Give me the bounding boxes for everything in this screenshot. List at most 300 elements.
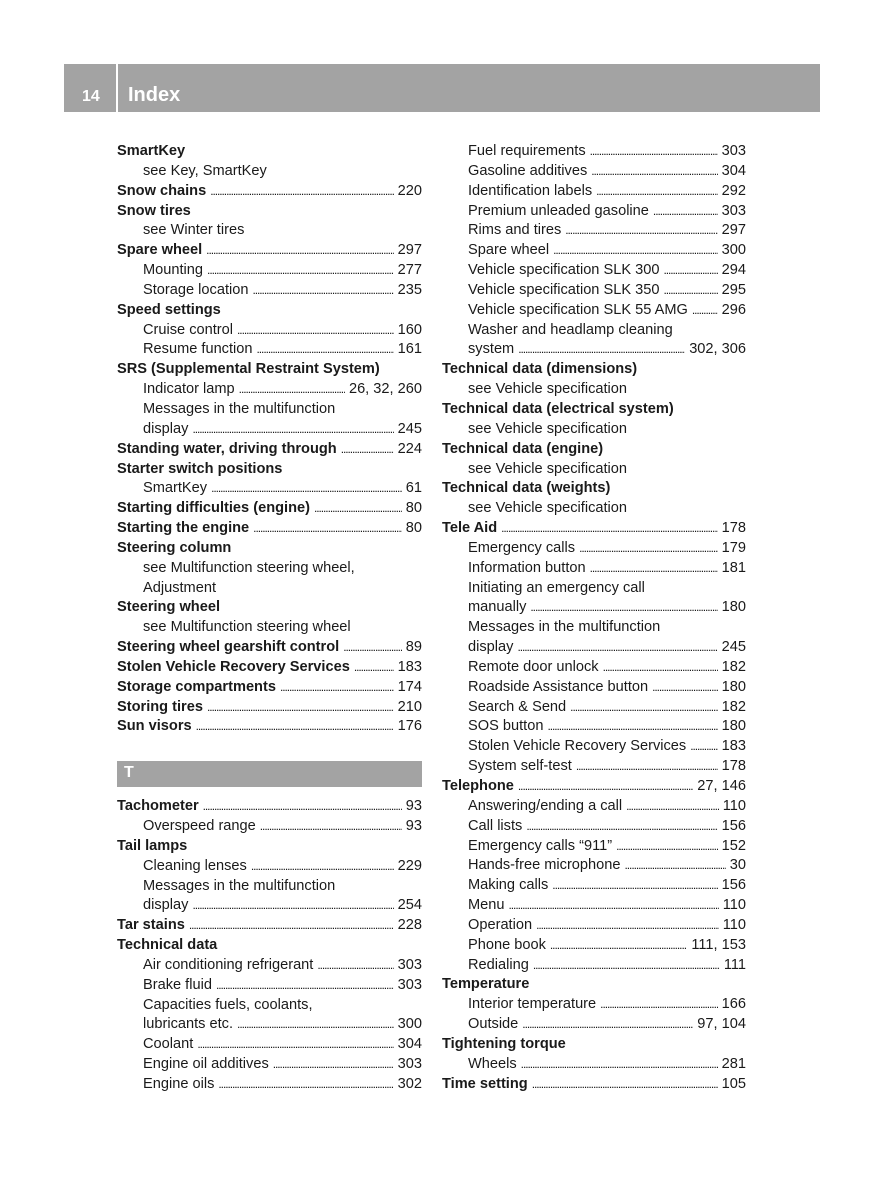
dot-leader bbox=[652, 678, 718, 698]
entry-text: Identification labels bbox=[468, 182, 593, 199]
dot-leader bbox=[216, 976, 394, 996]
index-list-right bbox=[442, 142, 746, 1095]
entry-text: Search & Send bbox=[468, 698, 567, 715]
index-subentry bbox=[442, 737, 746, 757]
dot-leader bbox=[196, 717, 394, 737]
page-reference: 304 bbox=[397, 1036, 422, 1053]
entry-text: Interior temperature bbox=[468, 996, 597, 1013]
page-reference: 27, 146 bbox=[697, 778, 746, 794]
entry-text: Technical data (dimensions) bbox=[442, 361, 638, 378]
entry-text: Stolen Vehicle Recovery Services bbox=[468, 738, 687, 755]
index-subentry bbox=[442, 797, 746, 817]
index-list-s bbox=[117, 142, 422, 737]
index-subentry bbox=[442, 202, 746, 222]
index-subentry bbox=[442, 162, 746, 182]
index-entry bbox=[117, 519, 422, 539]
index-entry bbox=[442, 1035, 746, 1055]
index-subentry bbox=[442, 678, 746, 698]
dot-leader bbox=[237, 321, 394, 341]
dot-leader bbox=[533, 956, 720, 976]
dot-leader bbox=[210, 182, 393, 202]
index-subentry bbox=[442, 856, 746, 876]
index-subentry bbox=[117, 877, 422, 897]
dot-leader bbox=[600, 995, 717, 1015]
entry-text: Air conditioning refrigerant bbox=[143, 956, 314, 973]
page-reference: 182 bbox=[721, 698, 746, 715]
dot-leader bbox=[526, 817, 717, 837]
page-reference: 110 bbox=[722, 916, 746, 933]
index-subentry bbox=[442, 241, 746, 261]
index-subentry bbox=[117, 380, 422, 400]
entry-text: Tar stains bbox=[117, 917, 185, 934]
entry-text: Vehicle specification SLK 55 AMG bbox=[468, 301, 688, 318]
entry-text: Technical data (electrical system) bbox=[442, 400, 674, 417]
index-subentry bbox=[442, 896, 746, 916]
dot-leader bbox=[203, 797, 402, 817]
index-subentry bbox=[117, 618, 422, 638]
entry-text: Operation bbox=[468, 916, 533, 933]
entry-text: Adjustment bbox=[143, 579, 217, 596]
entry-text: Coolant bbox=[143, 1036, 194, 1053]
entry-text: Messages in the multifunction bbox=[143, 400, 336, 417]
page-reference: 30 bbox=[729, 857, 746, 874]
dot-leader bbox=[616, 837, 718, 857]
entry-text: Call lists bbox=[468, 817, 523, 834]
index-subentry bbox=[442, 717, 746, 737]
page-reference: 303 bbox=[397, 976, 422, 993]
page-reference: 80 bbox=[405, 520, 422, 537]
entry-text: SOS button bbox=[468, 718, 544, 735]
dot-leader bbox=[579, 539, 718, 559]
entry-text: Initiating an emergency call bbox=[468, 579, 645, 596]
entry-text: Information button bbox=[468, 559, 586, 576]
entry-text: Overspeed range bbox=[143, 818, 256, 834]
index-subentry bbox=[442, 539, 746, 559]
index-subentry bbox=[117, 400, 422, 420]
entry-text: Messages in the multifunction bbox=[143, 877, 336, 894]
entry-text: system bbox=[468, 341, 515, 358]
page-reference: 304 bbox=[721, 162, 746, 179]
index-entry bbox=[442, 1075, 746, 1095]
page-reference: 89 bbox=[405, 639, 422, 656]
entry-text: Emergency calls “911” bbox=[468, 837, 613, 854]
entry-text: see Vehicle specification bbox=[468, 381, 628, 398]
entry-text: SmartKey bbox=[117, 143, 186, 159]
index-entry bbox=[117, 539, 422, 559]
dot-leader bbox=[218, 1075, 393, 1095]
entry-text: Washer and headlamp cleaning bbox=[468, 321, 673, 338]
page-reference: 61 bbox=[405, 480, 422, 497]
page-reference: 183 bbox=[721, 738, 746, 755]
page-reference: 303 bbox=[721, 202, 746, 219]
entry-text: display bbox=[143, 897, 189, 914]
entry-text: see Multifunction steering wheel, bbox=[143, 559, 355, 576]
entry-text: Tightening torque bbox=[442, 1035, 566, 1052]
entry-text: see Winter tires bbox=[143, 222, 245, 239]
dot-leader bbox=[192, 896, 393, 916]
index-subentry bbox=[117, 221, 422, 241]
entry-text: Sun visors bbox=[117, 718, 192, 735]
index-subentry bbox=[117, 956, 422, 976]
entry-text: see Vehicle specification bbox=[468, 460, 628, 477]
index-entry bbox=[117, 916, 422, 936]
index-subentry bbox=[442, 837, 746, 857]
page-reference: 297 bbox=[397, 242, 422, 259]
dot-leader bbox=[590, 142, 718, 162]
entry-text: Spare wheel bbox=[468, 242, 550, 259]
dot-leader bbox=[552, 876, 717, 896]
index-list-t bbox=[117, 797, 422, 1095]
index-subentry bbox=[117, 1015, 422, 1035]
dot-leader bbox=[653, 202, 718, 222]
dot-leader bbox=[553, 241, 718, 261]
entry-text: Technical data (engine) bbox=[442, 440, 604, 457]
page-reference: 229 bbox=[397, 857, 422, 874]
page-reference: 183 bbox=[397, 658, 422, 675]
dot-leader bbox=[280, 678, 394, 698]
page-reference: 152 bbox=[721, 837, 746, 854]
index-entry bbox=[117, 797, 422, 817]
index-column-left bbox=[117, 142, 422, 1095]
dot-leader bbox=[690, 737, 717, 757]
entry-text: Cleaning lenses bbox=[143, 857, 247, 874]
entry-text: Storage location bbox=[143, 281, 249, 298]
page-reference: 166 bbox=[721, 996, 746, 1013]
page-reference: 295 bbox=[721, 281, 746, 298]
page-reference: 105 bbox=[721, 1075, 746, 1092]
entry-text: Menu bbox=[468, 897, 505, 914]
index-entry bbox=[117, 241, 422, 261]
page-reference: 93 bbox=[405, 818, 422, 834]
header-divider bbox=[116, 64, 118, 112]
page-reference: 300 bbox=[397, 1016, 422, 1033]
entry-text: Emergency calls bbox=[468, 539, 576, 556]
index-entry bbox=[117, 638, 422, 658]
entry-text: System self-test bbox=[468, 758, 572, 775]
dot-leader bbox=[252, 281, 393, 301]
dot-leader bbox=[273, 1055, 394, 1075]
page-reference: 161 bbox=[397, 341, 422, 358]
dot-leader bbox=[663, 281, 717, 301]
section-letter: T bbox=[124, 764, 134, 782]
dot-leader bbox=[521, 1055, 718, 1075]
dot-leader bbox=[530, 598, 717, 618]
index-subentry bbox=[442, 221, 746, 241]
page-reference: 180 bbox=[721, 599, 746, 616]
entry-text: Telephone bbox=[442, 778, 514, 794]
index-entry bbox=[117, 301, 422, 321]
index-entry bbox=[117, 460, 422, 480]
index-subentry bbox=[442, 936, 746, 956]
page-reference: 93 bbox=[405, 798, 422, 815]
dot-leader bbox=[237, 1015, 394, 1035]
dot-leader bbox=[550, 936, 687, 956]
entry-text: Outside bbox=[468, 1016, 519, 1033]
page-header bbox=[64, 64, 820, 112]
entry-text: Roadside Assistance button bbox=[468, 678, 649, 695]
page-reference: 156 bbox=[721, 817, 746, 834]
entry-text: Time setting bbox=[442, 1075, 528, 1092]
dot-leader bbox=[253, 519, 402, 539]
page-reference: 182 bbox=[721, 658, 746, 675]
page-reference: 174 bbox=[397, 678, 422, 695]
page-reference: 97, 104 bbox=[697, 1016, 746, 1033]
entry-text: Mounting bbox=[143, 262, 204, 279]
dot-leader bbox=[354, 658, 394, 678]
dot-leader bbox=[596, 182, 718, 202]
index-subentry bbox=[117, 479, 422, 499]
dot-leader bbox=[692, 301, 718, 321]
dot-leader bbox=[341, 440, 394, 460]
entry-text: Wheels bbox=[468, 1055, 517, 1072]
page-reference: 220 bbox=[397, 182, 422, 199]
entry-text: Resume function bbox=[143, 341, 253, 358]
dot-leader bbox=[314, 499, 402, 519]
dot-leader bbox=[625, 856, 726, 876]
page-reference: 254 bbox=[397, 897, 422, 914]
page-reference: 110 bbox=[722, 797, 746, 814]
index-subentry bbox=[442, 876, 746, 896]
dot-leader bbox=[501, 519, 718, 539]
index-subentry bbox=[442, 499, 746, 519]
entry-text: SmartKey bbox=[143, 480, 208, 497]
page-reference: 160 bbox=[397, 321, 422, 338]
entry-text: Rims and tires bbox=[468, 222, 562, 239]
dot-leader bbox=[197, 1035, 393, 1055]
entry-text: Capacities fuels, coolants, bbox=[143, 996, 313, 1013]
entry-text: Engine oils bbox=[143, 1075, 215, 1092]
index-subentry bbox=[117, 896, 422, 916]
page-reference: 294 bbox=[721, 262, 746, 279]
page-reference: 235 bbox=[397, 281, 422, 298]
entry-text: see Vehicle specification bbox=[468, 420, 628, 437]
index-subentry bbox=[442, 1055, 746, 1075]
dot-leader bbox=[536, 916, 719, 936]
index-subentry bbox=[442, 1015, 746, 1035]
dot-leader bbox=[603, 658, 718, 678]
dot-leader bbox=[317, 956, 393, 976]
entry-text: Messages in the multifunction bbox=[468, 619, 661, 636]
index-subentry bbox=[117, 281, 422, 301]
page-reference: 210 bbox=[397, 698, 422, 715]
page-reference: 80 bbox=[405, 500, 422, 517]
page-reference: 303 bbox=[397, 956, 422, 973]
index-entry bbox=[117, 440, 422, 460]
dot-leader bbox=[565, 221, 717, 241]
entry-text: Vehicle specification SLK 300 bbox=[468, 262, 660, 279]
index-subentry bbox=[117, 817, 422, 837]
index-subentry bbox=[442, 579, 746, 599]
index-subentry bbox=[117, 857, 422, 877]
entry-text: Snow chains bbox=[117, 182, 207, 199]
dot-leader bbox=[239, 380, 345, 400]
page-reference: 292 bbox=[721, 182, 746, 199]
index-entry bbox=[117, 936, 422, 956]
page-reference: 178 bbox=[721, 758, 746, 775]
page-reference: 296 bbox=[721, 301, 746, 318]
page-reference: 110 bbox=[722, 897, 746, 914]
entry-text: Storing tires bbox=[117, 698, 203, 715]
dot-leader bbox=[343, 638, 402, 658]
index-subentry bbox=[442, 698, 746, 718]
dot-leader bbox=[591, 162, 717, 182]
index-subentry bbox=[442, 638, 746, 658]
index-entry bbox=[442, 440, 746, 460]
index-entry bbox=[117, 360, 422, 380]
entry-text: display bbox=[143, 420, 189, 437]
entry-text: Making calls bbox=[468, 877, 549, 894]
entry-text: Gasoline additives bbox=[468, 162, 588, 179]
entry-text: Indicator lamp bbox=[143, 381, 235, 398]
entry-text: Brake fluid bbox=[143, 976, 212, 993]
index-subentry bbox=[442, 321, 746, 341]
index-subentry bbox=[117, 996, 422, 1016]
dot-leader bbox=[663, 261, 717, 281]
entry-text: Redialing bbox=[468, 956, 529, 973]
dot-leader bbox=[590, 559, 718, 579]
index-entry bbox=[117, 499, 422, 519]
dot-leader bbox=[189, 916, 394, 936]
index-subentry bbox=[442, 182, 746, 202]
entry-text: manually bbox=[468, 599, 527, 616]
entry-text: Speed settings bbox=[117, 301, 221, 318]
dot-leader bbox=[518, 340, 685, 360]
section-spacer bbox=[117, 737, 422, 757]
entry-text: Storage compartments bbox=[117, 678, 276, 695]
index-subentry bbox=[442, 380, 746, 400]
index-entry bbox=[117, 837, 422, 857]
entry-text: see Vehicle specification bbox=[468, 500, 628, 517]
entry-text: Spare wheel bbox=[117, 242, 203, 259]
entry-text: Tail lamps bbox=[117, 837, 188, 854]
entry-text: Tele Aid bbox=[442, 520, 498, 537]
index-subentry bbox=[117, 261, 422, 281]
entry-text: Remote door unlock bbox=[468, 658, 599, 675]
index-entry bbox=[117, 202, 422, 222]
index-subentry bbox=[117, 162, 422, 182]
page-reference: 156 bbox=[721, 877, 746, 894]
page-title: Index bbox=[128, 84, 181, 106]
page-reference: 228 bbox=[397, 917, 422, 934]
index-subentry bbox=[442, 261, 746, 281]
page-number: 14 bbox=[82, 88, 100, 105]
entry-text: see Multifunction steering wheel bbox=[143, 619, 351, 636]
entry-text: Steering wheel gearshift control bbox=[117, 639, 340, 656]
page-reference: 300 bbox=[721, 242, 746, 259]
section-header-t bbox=[117, 761, 422, 787]
index-subentry bbox=[117, 321, 422, 341]
index-entry bbox=[442, 360, 746, 380]
page-reference: 224 bbox=[397, 440, 422, 457]
dot-leader bbox=[518, 777, 693, 797]
page-reference: 179 bbox=[721, 539, 746, 556]
page-reference: 281 bbox=[721, 1055, 746, 1072]
dot-leader bbox=[257, 340, 394, 360]
index-subentry bbox=[442, 757, 746, 777]
index-subentry bbox=[442, 956, 746, 976]
index-entry bbox=[442, 777, 746, 797]
entry-text: see Key, SmartKey bbox=[143, 162, 267, 179]
index-entry bbox=[117, 717, 422, 737]
index-subentry bbox=[442, 598, 746, 618]
entry-text: Phone book bbox=[468, 936, 546, 953]
index-subentry bbox=[117, 579, 422, 599]
dot-leader bbox=[509, 896, 719, 916]
dot-leader bbox=[260, 817, 402, 837]
page-reference: 176 bbox=[397, 718, 422, 735]
index-subentry bbox=[442, 916, 746, 936]
index-subentry bbox=[117, 340, 422, 360]
index-subentry bbox=[117, 559, 422, 579]
entry-text: Starter switch positions bbox=[117, 460, 283, 477]
entry-text: display bbox=[468, 639, 514, 656]
page-reference: 180 bbox=[721, 718, 746, 735]
page-reference: 178 bbox=[721, 520, 746, 537]
index-subentry bbox=[117, 420, 422, 440]
entry-text: Steering column bbox=[117, 539, 232, 556]
page-reference: 111 bbox=[723, 956, 746, 973]
entry-text: Starting the engine bbox=[117, 520, 250, 537]
page-reference: 303 bbox=[397, 1056, 422, 1073]
index-subentry bbox=[442, 301, 746, 321]
dot-leader bbox=[251, 857, 394, 877]
page-reference: 245 bbox=[721, 639, 746, 656]
dot-leader bbox=[576, 757, 718, 777]
index-subentry bbox=[117, 976, 422, 996]
entry-text: Technical data bbox=[117, 937, 218, 954]
index-subentry bbox=[442, 281, 746, 301]
index-subentry bbox=[117, 1075, 422, 1095]
page-reference: 245 bbox=[397, 420, 422, 437]
index-subentry bbox=[442, 340, 746, 360]
entry-text: Snow tires bbox=[117, 202, 191, 219]
index-entry bbox=[442, 975, 746, 995]
index-entry bbox=[117, 698, 422, 718]
entry-text: Hands-free microphone bbox=[468, 857, 621, 874]
entry-text: Temperature bbox=[442, 976, 530, 993]
entry-text: Engine oil additives bbox=[143, 1056, 269, 1073]
dot-leader bbox=[532, 1075, 718, 1095]
page-reference: 303 bbox=[721, 143, 746, 159]
index-subentry bbox=[117, 1055, 422, 1075]
dot-leader bbox=[547, 717, 717, 737]
dot-leader bbox=[207, 698, 394, 718]
entry-text: Steering wheel bbox=[117, 599, 220, 616]
index-entry bbox=[117, 678, 422, 698]
page-reference: 111, 153 bbox=[691, 936, 746, 953]
page-reference: 180 bbox=[721, 678, 746, 695]
entry-text: Premium unleaded gasoline bbox=[468, 202, 649, 219]
entry-text: Tachometer bbox=[117, 798, 199, 815]
index-subentry bbox=[442, 817, 746, 837]
entry-text: Fuel requirements bbox=[468, 143, 586, 159]
entry-text: Vehicle specification SLK 350 bbox=[468, 281, 660, 298]
page-reference: 277 bbox=[397, 262, 422, 279]
index-subentry bbox=[442, 658, 746, 678]
entry-text: SRS (Supplemental Restraint System) bbox=[117, 361, 380, 378]
entry-text: lubricants etc. bbox=[143, 1016, 234, 1033]
entry-text: Technical data (weights) bbox=[442, 480, 611, 497]
index-column-right bbox=[442, 142, 746, 1095]
index-entry bbox=[117, 598, 422, 618]
index-subentry bbox=[442, 618, 746, 638]
page-reference: 181 bbox=[721, 559, 746, 576]
index-subentry bbox=[442, 995, 746, 1015]
entry-text: Answering/ending a call bbox=[468, 797, 623, 814]
dot-leader bbox=[522, 1015, 693, 1035]
index-entry bbox=[117, 142, 422, 162]
index-subentry bbox=[442, 460, 746, 480]
